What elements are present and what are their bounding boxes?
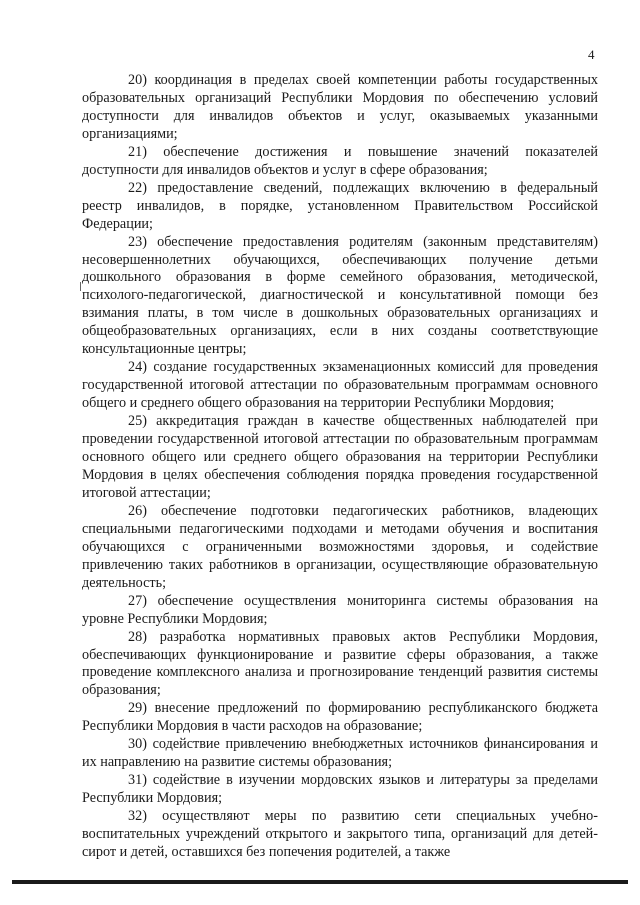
- list-item-23: 23) обеспечение предоставления родителям (законным представителям) несовершеннолетних обучающихся, обеспечивающих получение детьми дошкольного образования в форме семейного образования, методической, психолого-педагогической, диагностической и консультативной помощи без взимания платы, в том числе в дошкольных образовательных организациях и общеобразовательных организациях, если в них созданы соответствующие консультационные центры;: [82, 233, 598, 358]
- scan-artifact-mark: [80, 282, 81, 291]
- list-item-21: 21) обеспечение достижения и повышение значений показателей доступности для инвалидов объектов и услуг в сфере образования;: [82, 143, 598, 178]
- document-body: [82, 72, 598, 862]
- list-item-22: 22) предоставление сведений, подлежащих включению в федеральный реестр инвалидов, в порядке, установленном Правительством Российской Федерации;: [82, 179, 598, 232]
- list-item-26: 26) обеспечение подготовки педагогических работников, владеющих специальными педагогическими подходами и методами обучения и воспитания обучающихся с ограниченными возможностями здоровья, и содействие привлечению таких работников в организации, осуществляющие образовательную деятельность;: [82, 502, 598, 591]
- list-item-20: 20) координация в пределах своей компетенции работы государственных образовательных организаций Республики Мордовия по обеспечению условий доступности для инвалидов объектов и услуг, оказываемых указанными организациями;: [82, 72, 598, 142]
- list-item-27: 27) обеспечение осуществления мониторинга системы образования на уровне Республики Мордовия;: [82, 592, 598, 627]
- list-item-30: 30) содействие привлечению внебюджетных источников финансирования и их направлению на развитие системы образования;: [82, 736, 598, 771]
- list-item-31: 31) содействие в изучении мордовских языков и литературы за пределами Республики Мордовия;: [82, 772, 598, 807]
- scan-bottom-edge: [12, 880, 628, 884]
- page-number: 4: [588, 47, 595, 62]
- list-item-29: 29) внесение предложений по формированию республиканского бюджета Республики Мордовия в части расходов на образование;: [82, 700, 598, 735]
- list-item-24: 24) создание государственных экзаменационных комиссий для проведения государственной итоговой аттестации по образовательным программам основного общего и среднего общего образования на территории Республики Мордовия;: [82, 359, 598, 412]
- list-item-32: 32) осуществляют меры по развитию сети специальных учебно-воспитательных учреждений открытого и закрытого типа, организаций для детей-сирот и детей, оставшихся без попечения родителей, а также: [82, 808, 598, 860]
- list-item-25: 25) аккредитация граждан в качестве общественных наблюдателей при проведении государственной итоговой аттестации по образовательным программам основного общего или среднего общего образования на территории Республики Мордовия в целях обеспечения соблюдения порядка проведения государственной итоговой аттестации;: [82, 413, 598, 501]
- list-item-28: 28) разработка нормативных правовых актов Республики Мордовия, обеспечивающих функционирование и развитие сферы образования, а также проведение комплексного анализа и прогнозирование тенденций развития системы образования;: [82, 628, 598, 699]
